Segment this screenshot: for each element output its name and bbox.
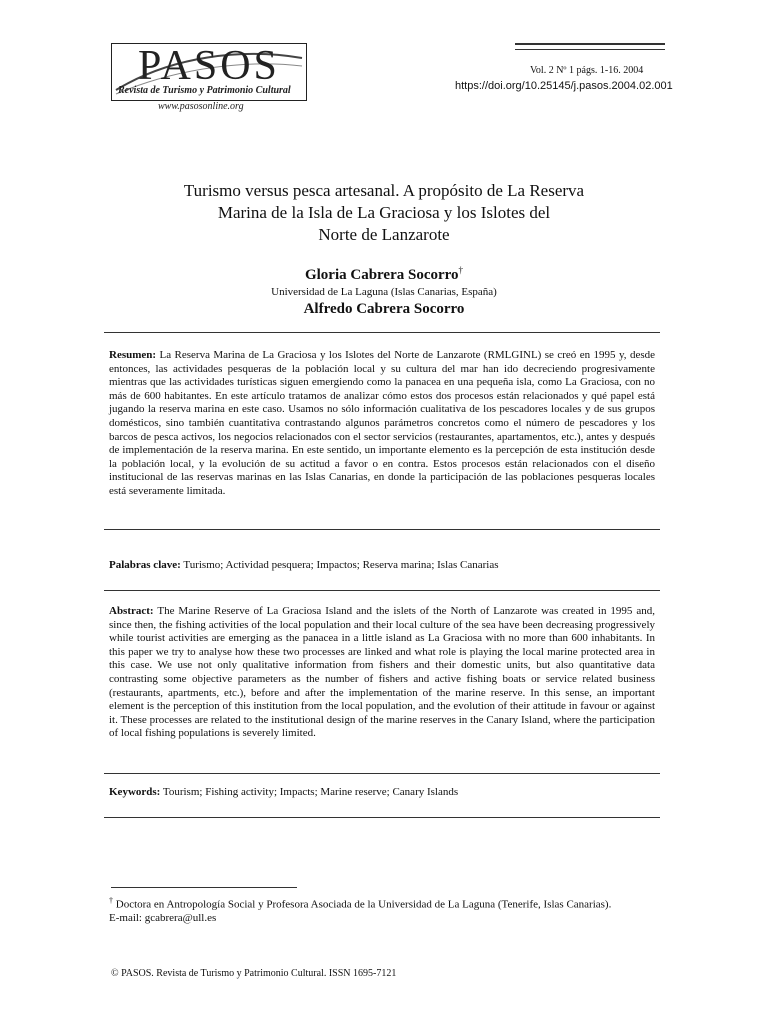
volume-info: Vol. 2 Nº 1 págs. 1-16. 2004	[530, 65, 644, 76]
abstract-text: The Marine Reserve of La Graciosa Island and the islets of the North of Lanzarote was created in 1995 and, since then, the fishing activities of the local population and their local culture of the sea have been decreasing progressively while tourist activities are emerging as the panacea in a little island as La Graciosa with no more than 600 inhabitants. In this paper we try to analyse how these two processes are linked and what role is playing the local marine protected area in this case. We use not only qualitative information from fishers and their domestic units, but also quantitative data contrasting some objective parameters as the number of fishers and active fishing boats or service related business (restaurants, apartments, etc.), before and after the implementation of the marine reserve. In this sense, an important element is the perception of this institution from the local population, and the evolution of their attitude in favour or against it. These processes are related to the institutional design of the marine reserves in the Canary Island, where the participation of local fishing populations is severely limited.	[109, 605, 655, 740]
title-line-3: Norte de Lanzarote	[318, 225, 450, 244]
title-line-1: Turismo versus pesca artesanal. A propósito de La Reserva	[183, 181, 585, 200]
resumen-text: La Reserva Marina de La Graciosa y los Islotes del Norte de Lanzarote (RMLGINL) se creó en 1995 y, desde entonces, las actividades pesqueras de la población local y su cultura del mar han ido decreciendo progresivamente mientras que las actividades turísticas siguen emergiendo como la panacea en una pequeña isla, como La Graciosa, con no más de 600 habitantes. En este artículo tratamos de analizar cómo estos dos procesos están relacionados y qué papel está jugando la reserva marina en este caso. Usamos no sólo información cualitativa de los pescadores locales y de sus grupos domésticos, sino también cuantitativa contrastando algunos parámetros concretos como el número de pescadores y los barcos de pesca activos, los negocios relacionados con el sector servicios (restaurantes, apartamentos, etc.), antes y después de implementación de la reserva marina. En este sentido, un importante elemento es la percepción de esta institución desde la población local, y la evolución de su actitud a favor o en contra. Estos procesos están relacionados con el diseño institucional de las reservas marinas en las Islas Canarias, en donde la participación de las poblaciones pesqueras locales está severamente limitada.	[109, 349, 655, 497]
divider	[104, 529, 660, 530]
logo-wordmark: PASOS	[138, 43, 280, 89]
paper-title	[140, 180, 628, 246]
resumen-label: Resumen:	[109, 349, 157, 361]
divider	[104, 590, 660, 591]
author-1	[0, 265, 768, 284]
author-1-name: Gloria Cabrera Socorro	[304, 267, 459, 283]
header-rule-bottom	[515, 49, 665, 50]
resumen-paragraph	[109, 349, 655, 499]
palabras-clave-text: Turismo; Actividad pesquera; Impactos; Reserva marina; Islas Canarias	[183, 559, 499, 571]
title-line-2: Marina de la Isla de La Graciosa y los Islotes del	[217, 203, 551, 222]
journal-website-link[interactable]: www.pasosonline.org	[158, 101, 244, 112]
keywords-label: Keywords:	[109, 786, 161, 798]
keywords	[109, 786, 458, 798]
divider	[104, 773, 660, 774]
palabras-clave	[109, 559, 499, 571]
abstract-paragraph	[109, 605, 655, 741]
header-rule-top	[515, 43, 665, 45]
footnote-mark: †	[109, 896, 113, 905]
divider	[104, 817, 660, 818]
keywords-text: Tourism; Fishing activity; Impacts; Marine reserve; Canary Islands	[162, 786, 459, 798]
footnote-line-1	[109, 894, 661, 912]
author-affiliation: Universidad de La Laguna (Islas Canarias, España)	[271, 286, 497, 298]
footnote-rule	[111, 887, 297, 888]
footnote	[109, 894, 661, 926]
author-2: Alfredo Cabrera Socorro	[303, 301, 465, 317]
page-footer: © PASOS. Revista de Turismo y Patrimonio Cultural. ISSN 1695-7121	[111, 968, 397, 979]
palabras-clave-label: Palabras clave:	[109, 559, 181, 571]
journal-logo	[111, 43, 307, 101]
footnote-text: Doctora en Antropología Social y Profesora Asociada de la Universidad de La Laguna (Tenerife, Islas Canarias).	[115, 898, 612, 911]
author-1-footnote-mark: †	[458, 265, 464, 275]
abstract-label: Abstract:	[109, 605, 154, 617]
doi-link[interactable]: https://doi.org/10.25145/j.pasos.2004.02.001	[455, 80, 673, 92]
footnote-email: E-mail: gcabrera@ull.es	[109, 912, 217, 925]
divider	[104, 332, 660, 333]
logo-subtitle: Revista de Turismo y Patrimonio Cultural	[118, 85, 291, 96]
